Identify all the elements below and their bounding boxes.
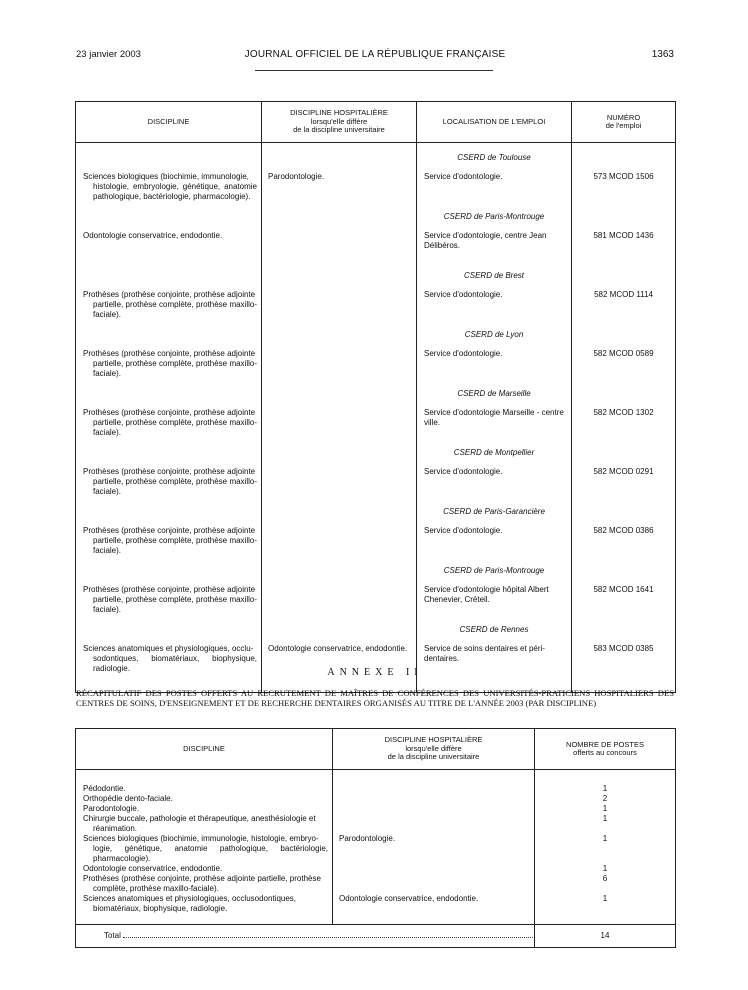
col-header-discipline: DISCIPLINE [76,729,333,770]
annex-heading: ANNEXE II [327,667,423,678]
discipline-text: Sciences anatomiques et physiologiques, occlu- [83,644,254,653]
empty-cell [572,389,676,404]
empty-cell [572,143,676,169]
table-row [76,463,676,507]
discipline-text-cont: complète, prothèse maxillo-faciale). [93,884,219,893]
empty-cell [76,770,333,785]
table-row [76,227,676,271]
discipline-cell [76,227,262,271]
table-row [76,834,676,864]
empty-cell [262,507,417,522]
discipline-text-cont: réanimation. [93,824,138,833]
discipline-text: Chirurgie buccale, pathologie et thérapeutique, anesthésiologie et [83,814,316,823]
cserd-name: CSERD de Paris-Garancière [417,507,572,522]
journal-title: JOURNAL OFFICIEL DE LA RÉPUBLIQUE FRANÇAISE [244,49,506,60]
table-row [76,894,676,914]
post-count-cell: 1 [535,804,676,814]
discipline-text: Sciences anatomiques et physiologiques, occlusodontiques, [83,894,297,903]
discipline-cell [76,168,262,212]
location-cell: Service d'odontologie Marseille - centre ville. [417,404,572,448]
col-header-line: de la discipline universitaire [387,752,480,762]
hospital-discipline-cell [262,227,417,271]
col-header-line: de la discipline universitaire [293,125,385,135]
table-row [76,404,676,448]
post-count-cell: 1 [535,894,676,914]
empty-cell [76,448,262,463]
header-rule [255,70,493,71]
position-number-cell: 582 MCOD 1302 [572,404,676,448]
table-row [76,286,676,330]
hospital-discipline-cell [333,804,535,814]
cserd-name: CSERD de Brest [417,271,572,286]
col-header-line: DISCIPLINE HOSPITALIÈRE [384,735,483,745]
position-number-cell: 582 MCOD 0589 [572,345,676,389]
hospital-discipline-cell [333,814,535,834]
location-cell: Service d'odontologie, centre Jean Délibéros. [417,227,572,271]
position-number-cell: 582 MCOD 0386 [572,522,676,566]
discipline-cell [76,404,262,448]
recap-table-body [76,770,676,948]
discipline-text: Odontologie conservatrice, endodontie. [83,864,223,873]
discipline-text: Prothèses (prothèse conjointe, prothèse adjointe [83,585,256,594]
discipline-text: Orthopédie dento-faciale. [83,794,173,803]
total-value: 14 [535,925,676,948]
discipline-text-cont: sodontiques, biomatériaux, biophysique, radiologie. [93,654,257,673]
hospital-discipline-cell [333,864,535,874]
table-row [76,345,676,389]
hospital-discipline-cell [333,794,535,804]
table-row [76,864,676,874]
empty-cell [572,448,676,463]
empty-cell [572,625,676,640]
hospital-discipline-cell [333,784,535,794]
empty-cell [262,271,417,286]
table-header-row [76,102,676,143]
discipline-text: Pédodontie. [83,784,126,793]
discipline-text-cont: partielle, prothèse complète, prothèse maxillo-faciale). [93,418,257,437]
discipline-text-cont: biomatériaux, biophysique, radiologie. [93,904,228,913]
cserd-row [76,271,676,286]
discipline-cell [76,864,333,874]
location-cell: Service d'odontologie. [417,286,572,330]
col-header-line: NOMBRE DE POSTES [566,739,644,749]
discipline-text-cont: partielle, prothèse complète, prothèse maxillo-faciale). [93,477,257,496]
cserd-name: CSERD de Montpellier [417,448,572,463]
discipline-text: Prothèses (prothèse conjointe, prothèse adjointe partielle, prothèse [83,874,321,883]
col-header-post-count [535,729,676,770]
discipline-text: Prothèses (prothèse conjointe, prothèse adjointe [83,408,256,417]
discipline-text-cont: partielle, prothèse complète, prothèse maxillo-faciale). [93,300,257,319]
cserd-row [76,566,676,581]
empty-cell [76,212,262,227]
table-row [76,168,676,212]
location-cell: Service d'odontologie. [417,463,572,507]
discipline-text: Prothèses (prothèse conjointe, prothèse adjointe [83,290,256,299]
position-number-cell: 582 MCOD 1114 [572,286,676,330]
cserd-name: CSERD de Paris-Montrouge [417,566,572,581]
col-header-line: NUMÉRO [606,112,641,122]
position-number-cell: 582 MCOD 0291 [572,463,676,507]
discipline-text: Parodontologie. [83,804,140,813]
page-header [76,49,674,65]
hospital-discipline-cell [262,345,417,389]
empty-cell [572,271,676,286]
hospital-discipline-cell [262,404,417,448]
table-row [76,804,676,814]
discipline-text-cont: partielle, prothèse complète, prothèse maxillo-faciale). [93,536,257,555]
discipline-text-cont: histologie, embryologie, génétique, anatomie pathologique, bactériologie, pharmacologie). [93,182,257,201]
publication-date: 23 janvier 2003 [76,49,141,60]
discipline-cell [76,874,333,894]
position-number-cell: 583 MCOD 0385 [572,640,676,693]
position-number-cell: 573 MCOD 1506 [572,168,676,212]
hospital-discipline-cell [262,522,417,566]
total-row [76,925,676,948]
cserd-row [76,389,676,404]
empty-cell [572,330,676,345]
empty-cell [262,566,417,581]
empty-cell [76,389,262,404]
discipline-text-cont: partielle, prothèse complète, prothèse maxillo-faciale). [93,359,257,378]
col-header-discipline: DISCIPLINE [76,102,262,143]
spacer-row [76,914,676,925]
location-cell: Service de soins dentaires et péri-dentaires. [417,640,572,693]
hospital-discipline-cell: Odontologie conservatrice, endodontie. [262,640,417,693]
discipline-cell [76,522,262,566]
empty-cell [76,914,333,925]
empty-cell [76,271,262,286]
empty-cell [572,212,676,227]
col-header-hospital-discipline [333,729,535,770]
discipline-cell [76,894,333,914]
cserd-name: CSERD de Rennes [417,625,572,640]
cserd-row [76,330,676,345]
col-header-line: offerts au concours [573,748,637,757]
col-header-line: DISCIPLINE HOSPITALIÈRE [290,108,388,118]
cserd-name: CSERD de Paris-Montrouge [417,212,572,227]
post-count-cell: 1 [535,814,676,834]
empty-cell [76,507,262,522]
post-count-cell: 6 [535,874,676,894]
discipline-text: Prothèses (prothèse conjointe, prothèse adjointe [83,467,256,476]
post-count-cell: 1 [535,784,676,794]
col-header-location: LOCALISATION DE L'EMPLOI [417,102,572,143]
position-number-cell: 581 MCOD 1436 [572,227,676,271]
total-label-cell [76,925,535,948]
empty-cell [76,566,262,581]
empty-cell [572,507,676,522]
discipline-text: Prothèses (prothèse conjointe, prothèse adjointe [83,526,256,535]
discipline-cell [76,834,333,864]
discipline-cell [76,463,262,507]
table-row [76,814,676,834]
post-count-cell: 2 [535,794,676,804]
location-cell: Service d'odontologie. [417,168,572,212]
empty-cell [333,914,535,925]
hospital-discipline-cell: Parodontologie. [262,168,417,212]
discipline-text-cont: logie, génétique, anatomie pathologique, bactériologie, pharmacologie). [93,844,328,863]
cserd-row [76,448,676,463]
hospital-discipline-cell [262,581,417,625]
col-header-line: lorsqu'elle diffère [405,743,462,753]
cserd-row [76,625,676,640]
hospital-discipline-cell [262,463,417,507]
post-count-cell: 1 [535,834,676,864]
discipline-cell [76,581,262,625]
cserd-row [76,507,676,522]
col-header-line: lorsqu'elle diffère [310,116,368,126]
cserd-name: CSERD de Marseille [417,389,572,404]
discipline-cell [76,286,262,330]
cserd-name: CSERD de Lyon [417,330,572,345]
table-header-row [76,729,676,770]
empty-cell [572,566,676,581]
page-number: 1363 [651,49,674,60]
empty-cell [333,770,535,785]
discipline-text: Prothèses (prothèse conjointe, prothèse adjointe [83,349,256,358]
empty-cell [262,143,417,169]
discipline-cell [76,794,333,804]
empty-cell [535,914,676,925]
location-cell: Service d'odontologie. [417,522,572,566]
hospital-discipline-cell [262,286,417,330]
discipline-cell [76,784,333,794]
discipline-text: Sciences biologiques (biochimie, immunologie, [83,172,249,181]
discipline-text-cont: partielle, prothèse complète, prothèse maxillo-faciale). [93,595,257,614]
leader-dots [123,937,535,938]
empty-cell [76,330,262,345]
table-row [76,874,676,894]
hospital-discipline-cell: Odontologie conservatrice, endodontie. [333,894,535,914]
discipline-cell [76,814,333,834]
col-header-line: de l'emploi [605,121,642,130]
annex-recap-title: RÉCAPITULATIF DES POSTES OFFERTS AU RECRUTEMENT DE MAÎTRES DE CONFÉRENCES DES UNIVERSITÉS-PRATICIENS HOSPITALIERS DES CENTRES DE SOINS, D'ENSEIGNEMENT ET DE RECHERCHE DENTAIRES ORGANISÉS AU TITRE DE L'ANNÉE 2003 (PAR DISCIPLINE) [76,688,674,708]
table-row [76,581,676,625]
empty-cell [262,625,417,640]
hospital-discipline-cell: Parodontologie. [333,834,535,864]
discipline-text: Odontologie conservatrice, endodontie. [83,231,223,240]
table-row [76,784,676,794]
empty-cell [262,448,417,463]
empty-cell [262,330,417,345]
cserd-name: CSERD de Toulouse [417,143,572,169]
table-row [76,522,676,566]
empty-cell [535,770,676,785]
cserd-row [76,143,676,169]
table-row [76,794,676,804]
discipline-cell [76,804,333,814]
col-header-number [572,102,676,143]
post-count-cell: 1 [535,864,676,874]
location-cell: Service d'odontologie. [417,345,572,389]
cserd-row [76,212,676,227]
discipline-cell [76,345,262,389]
position-number-cell: 582 MCOD 1641 [572,581,676,625]
empty-cell [262,389,417,404]
empty-cell [76,625,262,640]
location-cell: Service d'odontologie hôpital Albert Chenevier, Créteil. [417,581,572,625]
recap-table [75,728,676,948]
col-header-hospital-discipline [262,102,417,143]
spacer-row [76,770,676,785]
positions-table-body [76,143,676,693]
hospital-discipline-cell [333,874,535,894]
empty-cell [76,143,262,169]
empty-cell [262,212,417,227]
total-label: Total [104,931,121,940]
discipline-text: Sciences biologiques (biochimie, immunologie, histologie, embryo- [83,834,319,843]
positions-table [75,101,676,693]
